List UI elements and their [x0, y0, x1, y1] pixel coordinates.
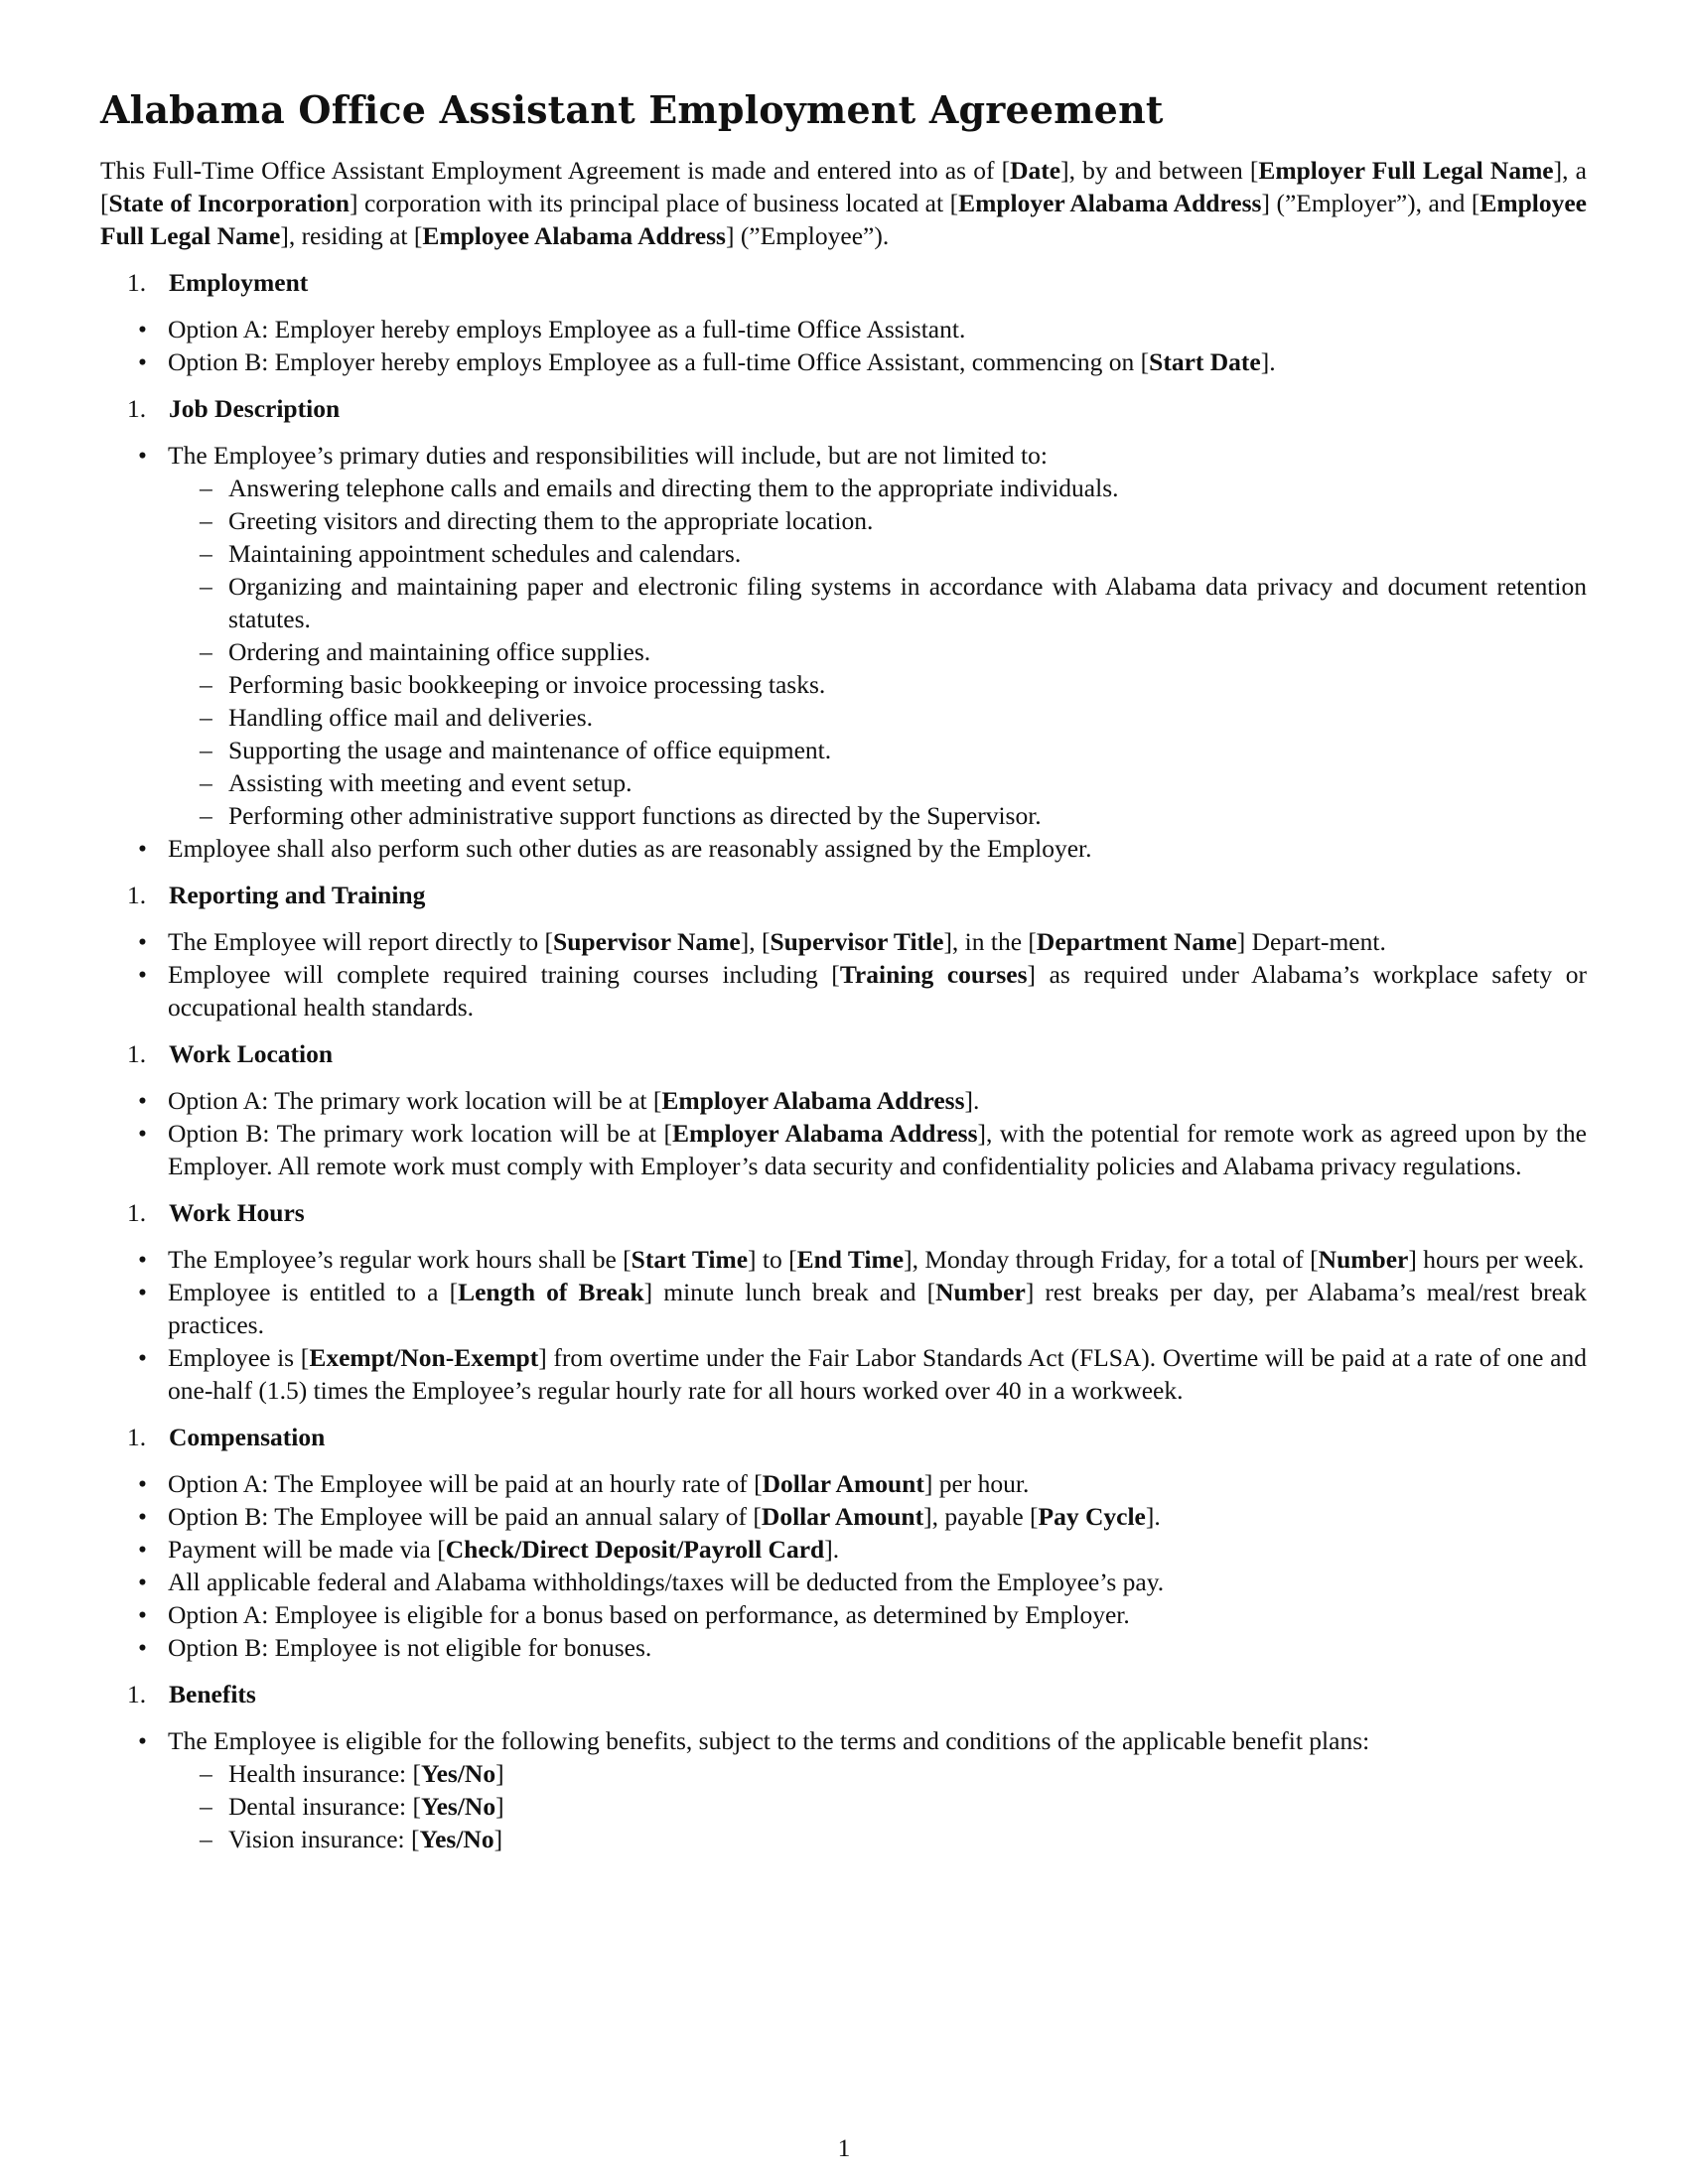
sub-list-item: [168, 472, 1587, 504]
section-number: 1.: [127, 1039, 147, 1068]
sub-list-item: [168, 766, 1587, 799]
bullet-icon: •: [138, 1245, 147, 1274]
dash-icon: –: [200, 572, 212, 601]
list-item: [100, 345, 1587, 378]
section-title: Employment: [169, 268, 309, 297]
dash-icon: –: [200, 703, 212, 732]
placeholder-field: End Time: [796, 1245, 905, 1274]
text-run: ]: [495, 1759, 504, 1788]
dash-icon: –: [200, 768, 212, 797]
text-run: ]: [493, 1825, 503, 1853]
section-title: Job Description: [169, 394, 341, 423]
sub-item-text: Maintaining appointment schedules and calendars.: [228, 539, 742, 568]
text-run: Employee is entitled to a [: [168, 1278, 459, 1306]
sub-item-text: Ordering and maintaining office supplies.: [228, 637, 651, 666]
sub-item-text: Greeting visitors and directing them to the appropriate location.: [228, 506, 874, 535]
section-heading: [100, 266, 1587, 299]
text-run: ] corporation with its principal place of business located at [: [349, 189, 959, 217]
text-run: Option A: The Employee will be paid at an hourly rate of [: [168, 1469, 763, 1498]
sub-item-text: Handling office mail and deliveries.: [228, 703, 594, 732]
text-run: ], residing at [: [280, 221, 423, 250]
sub-list-item: [168, 799, 1587, 832]
section-heading: [100, 1421, 1587, 1453]
bullet-icon: •: [138, 1119, 147, 1148]
placeholder-field: Department Name: [1036, 927, 1237, 956]
bullet-icon: •: [138, 347, 147, 376]
text-run: Employee shall also perform such other duties as are reasonably assigned by the Employer.: [168, 834, 1092, 863]
dash-icon: –: [200, 1825, 212, 1853]
bullet-icon: •: [138, 1535, 147, 1564]
sub-list-item: [168, 504, 1587, 537]
section-title: Benefits: [169, 1680, 256, 1708]
text-run: ], Monday through Friday, for a total of [: [904, 1245, 1319, 1274]
sub-list-item: [168, 1823, 1587, 1855]
placeholder-field: Pay Cycle: [1038, 1502, 1146, 1531]
sub-list-item: [168, 570, 1587, 635]
bullet-list: [100, 1084, 1587, 1182]
section-number: 1.: [127, 881, 147, 909]
placeholder-field: Employer Alabama Address: [672, 1119, 978, 1148]
text-run: Option B: The Employee will be paid an annual salary of [: [168, 1502, 762, 1531]
placeholder-field: Yes/No: [421, 1759, 496, 1788]
bullet-icon: •: [138, 1600, 147, 1629]
text-run: Option B: Employer hereby employs Employee as a full-time Office Assistant, commencing on [: [168, 347, 1150, 376]
placeholder-field: State of Incorporation: [108, 189, 350, 217]
text-run: ], [: [740, 927, 771, 956]
dash-icon: –: [200, 1759, 212, 1788]
text-run: Option A: Employer hereby employs Employee as a full-time Office Assistant.: [168, 315, 966, 343]
placeholder-field: Yes/No: [419, 1825, 494, 1853]
placeholder-field: Employer Alabama Address: [958, 189, 1262, 217]
list-item: [100, 313, 1587, 345]
list-item: [100, 1276, 1587, 1341]
text-run: ] as required under Alabama’s workplace safety or occupational health standards.: [168, 960, 1587, 1022]
text-run: ].: [824, 1535, 840, 1564]
sub-item-text: Organizing and maintaining paper and electronic filing systems in accordance with Alabama data privacy and document retention statutes.: [228, 572, 1587, 633]
section-number: 1.: [127, 268, 147, 297]
sub-item-text: Supporting the usage and maintenance of office equipment.: [228, 736, 832, 764]
text-run: ], by and between [: [1060, 156, 1259, 185]
bullet-icon: •: [138, 1502, 147, 1531]
list-item: [100, 1500, 1587, 1533]
text-run: ] rest breaks per day, per Alabama’s meal/rest break practices.: [168, 1278, 1588, 1339]
placeholder-field: Date: [1010, 156, 1061, 185]
bullet-icon: •: [138, 1726, 147, 1755]
bullet-icon: •: [138, 1278, 147, 1306]
bullet-list: [100, 1467, 1587, 1664]
placeholder-field: Check/Direct Deposit/Payroll Card: [445, 1535, 825, 1564]
sub-item-text: Assisting with meeting and event setup.: [228, 768, 633, 797]
dash-icon: –: [200, 670, 212, 699]
text-run: Employee is [: [168, 1343, 310, 1372]
section-heading: [100, 1196, 1587, 1229]
sub-item-text: Performing basic bookkeeping or invoice processing tasks.: [228, 670, 826, 699]
sub-list-item: [168, 635, 1587, 668]
bullet-list: [100, 1243, 1587, 1407]
placeholder-field: Dollar Amount: [762, 1469, 924, 1498]
section-number: 1.: [127, 1198, 147, 1227]
list-item: [100, 1724, 1587, 1855]
text-run: Payment will be made via [: [168, 1535, 446, 1564]
text-run: ] Depart-ment.: [1236, 927, 1386, 956]
dash-icon: –: [200, 539, 212, 568]
page-number: 1: [837, 2133, 851, 2162]
list-item: [100, 1084, 1587, 1117]
placeholder-field: Start Time: [631, 1245, 749, 1274]
bullet-list: [100, 439, 1587, 865]
section-number: 1.: [127, 1680, 147, 1708]
text-run: The Employee’s regular work hours shall be [: [168, 1245, 632, 1274]
text-run: Health insurance: [: [228, 1759, 422, 1788]
dash-icon: –: [200, 801, 212, 830]
list-item: [100, 1631, 1587, 1664]
bullet-list: [100, 313, 1587, 378]
sub-list-item: [168, 1757, 1587, 1790]
bullet-icon: •: [138, 1633, 147, 1662]
bullet-list: [100, 1724, 1587, 1855]
placeholder-field: Employer Full Legal Name: [1258, 156, 1554, 185]
text-run: ], a [: [100, 156, 1587, 217]
placeholder-field: Supervisor Title: [770, 927, 944, 956]
text-run: ] minute lunch break and [: [643, 1278, 936, 1306]
text-run: ].: [1260, 347, 1276, 376]
list-item: [100, 1117, 1587, 1182]
sub-list: [168, 472, 1587, 832]
text-run: ], payable [: [923, 1502, 1039, 1531]
text-run: ] (”Employer”), and [: [1261, 189, 1480, 217]
list-item: [100, 439, 1587, 832]
section-number: 1.: [127, 1423, 147, 1451]
placeholder-field: Training courses: [839, 960, 1028, 989]
sub-list-item: [168, 668, 1587, 701]
dash-icon: –: [200, 637, 212, 666]
text-run: Vision insurance: [: [228, 1825, 420, 1853]
sections-container: [100, 266, 1587, 1855]
document-page: [100, 87, 1587, 1855]
dash-icon: –: [200, 506, 212, 535]
dash-icon: –: [200, 1792, 212, 1821]
text-run: This Full-Time Office Assistant Employment Agreement is made and entered into as of [: [100, 156, 1011, 185]
sub-list-item: [168, 537, 1587, 570]
placeholder-field: Exempt/Non-Exempt: [309, 1343, 539, 1372]
list-item: [100, 1566, 1587, 1598]
sub-item-text: Answering telephone calls and emails and directing them to the appropriate individuals.: [228, 474, 1119, 502]
intro-paragraph: [100, 154, 1587, 252]
placeholder-field: Number: [1318, 1245, 1409, 1274]
text-run: ] per hour.: [923, 1469, 1030, 1498]
list-item: [100, 925, 1587, 958]
list-item: [100, 1467, 1587, 1500]
list-item: [100, 1533, 1587, 1566]
sub-list: [168, 1757, 1587, 1855]
bullet-icon: •: [138, 927, 147, 956]
bullet-list: [100, 925, 1587, 1024]
dash-icon: –: [200, 736, 212, 764]
section-title: Compensation: [169, 1423, 326, 1451]
bullet-icon: •: [138, 441, 147, 470]
text-run: Option A: Employee is eligible for a bonus based on performance, as determined by Employer.: [168, 1600, 1130, 1629]
section-title: Reporting and Training: [169, 881, 426, 909]
list-item: [100, 958, 1587, 1024]
text-run: ] from overtime under the Fair Labor Standards Act (FLSA). Overtime will be paid at a rate of one and one-half (1.5) times the Employee’s regular hourly rate for all hours worked over 40 in a workweek.: [168, 1343, 1588, 1405]
section-title: Work Location: [169, 1039, 334, 1068]
placeholder-field: Number: [935, 1278, 1026, 1306]
section-heading: [100, 1037, 1587, 1070]
text-run: Option A: The primary work location will be at [: [168, 1086, 662, 1115]
bullet-icon: •: [138, 1343, 147, 1372]
bullet-icon: •: [138, 1469, 147, 1498]
section-number: 1.: [127, 394, 147, 423]
sub-list-item: [168, 1790, 1587, 1823]
bullet-icon: •: [138, 960, 147, 989]
text-run: Dental insurance: [: [228, 1792, 422, 1821]
placeholder-field: Start Date: [1149, 347, 1261, 376]
text-run: Option B: Employee is not eligible for bonuses.: [168, 1633, 652, 1662]
bullet-icon: •: [138, 834, 147, 863]
text-run: Option B: The primary work location will be at [: [168, 1119, 673, 1148]
text-run: ] (”Employee”).: [725, 221, 890, 250]
section-heading: [100, 392, 1587, 425]
text-run: The Employee is eligible for the following benefits, subject to the terms and conditions of the applicable benefit plans:: [168, 1726, 1370, 1755]
placeholder-field: Employee Full Legal Name: [100, 189, 1587, 250]
bullet-icon: •: [138, 315, 147, 343]
text-run: The Employee will report directly to [: [168, 927, 554, 956]
section-title: Work Hours: [169, 1198, 305, 1227]
text-run: ], in the [: [943, 927, 1037, 956]
section-heading: [100, 1678, 1587, 1710]
placeholder-field: Length of Break: [458, 1278, 644, 1306]
dash-icon: –: [200, 474, 212, 502]
text-run: ] to [: [748, 1245, 797, 1274]
placeholder-field: Dollar Amount: [761, 1502, 924, 1531]
bullet-icon: •: [138, 1086, 147, 1115]
bullet-icon: •: [138, 1568, 147, 1596]
list-item: [100, 1341, 1587, 1407]
text-run: All applicable federal and Alabama withholdings/taxes will be deducted from the Employee’s pay.: [168, 1568, 1165, 1596]
text-run: Employee will complete required training courses including [: [168, 960, 840, 989]
list-item: [100, 1598, 1587, 1631]
sub-item-text: Performing other administrative support functions as directed by the Supervisor.: [228, 801, 1042, 830]
list-item: [100, 1243, 1587, 1276]
sub-list-item: [168, 701, 1587, 734]
placeholder-field: Employer Alabama Address: [661, 1086, 965, 1115]
sub-list-item: [168, 734, 1587, 766]
section-heading: [100, 879, 1587, 911]
text-run: The Employee’s primary duties and responsibilities will include, but are not limited to:: [168, 441, 1048, 470]
placeholder-field: Supervisor Name: [553, 927, 741, 956]
text-run: ]: [495, 1792, 504, 1821]
text-run: ], with the potential for remote work as agreed upon by the Employer. All remote work must comply with Employer’s data security and confidentiality policies and Alabama privacy regulations.: [168, 1119, 1587, 1180]
text-run: ].: [964, 1086, 980, 1115]
placeholder-field: Employee Alabama Address: [422, 221, 726, 250]
list-item: [100, 832, 1587, 865]
text-run: ].: [1145, 1502, 1161, 1531]
placeholder-field: Yes/No: [421, 1792, 496, 1821]
text-run: ] hours per week.: [1408, 1245, 1585, 1274]
document-title: Alabama Office Assistant Employment Agreement: [100, 87, 1164, 132]
